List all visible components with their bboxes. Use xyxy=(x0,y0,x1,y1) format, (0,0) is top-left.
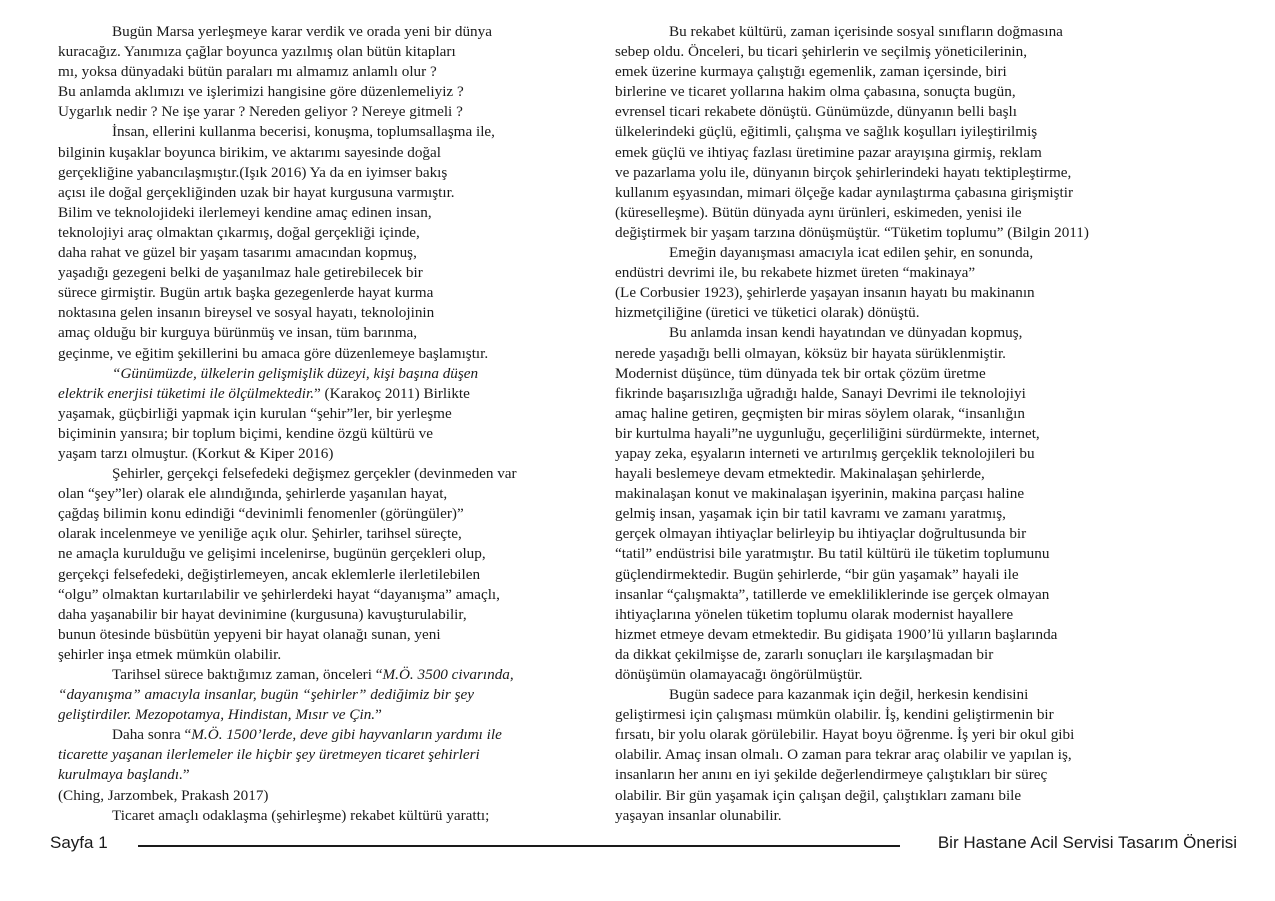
text-line xyxy=(615,806,1155,826)
text-line xyxy=(58,303,568,323)
text-line xyxy=(615,786,1155,806)
page-number: Sayfa 1 xyxy=(50,833,108,852)
line-text: endüstri devrimi ile, bu rekabete hizmet üreten “makinaya” xyxy=(615,264,976,282)
line-text: şehirler inşa etmek mümkün olabilir. xyxy=(58,645,282,663)
text-line xyxy=(58,705,568,725)
text-line xyxy=(58,524,568,544)
text-line xyxy=(58,183,568,203)
line-text: ülkelerindeki güçlü, eğitimli, çalışma ve sağlık koşulları iyileştirilmiş xyxy=(615,123,1038,141)
line-text: emek güçlü ve ihtiyaç fazlası üretimine pazar arayışına girmiş, reklam xyxy=(615,143,1042,161)
document-title: Bir Hastane Acil Servisi Tasarım Önerisi xyxy=(937,833,1237,852)
line-text: ” xyxy=(182,766,190,784)
text-line xyxy=(615,223,1155,243)
text-line xyxy=(615,625,1155,645)
text-line xyxy=(615,364,1155,384)
line-text: sebep oldu. Önceleri, bu ticari şehirlerin ve seçilmiş yöneticilerinin, xyxy=(615,43,1028,61)
text-line xyxy=(58,786,568,806)
line-text: amaç olduğu bir kurguya bürünmüş ve insan, tüm barınma, xyxy=(58,324,418,342)
line-text: Bu rekabet kültürü, zaman içerisinde sosyal sınıfların doğmasına xyxy=(669,23,1063,40)
text-line xyxy=(58,424,568,444)
text-line xyxy=(58,22,568,42)
text-line xyxy=(58,263,568,283)
text-line xyxy=(615,665,1155,685)
line-text: ticarette yaşanan ilerlemeler ile hiçbir şey üretmeyen ticaret şehirleri xyxy=(58,746,480,764)
text-line xyxy=(58,364,568,384)
text-line xyxy=(58,243,568,263)
text-line xyxy=(615,565,1155,585)
text-line xyxy=(58,504,568,524)
text-line xyxy=(615,283,1155,303)
line-text: olabilir. Bir gün yaşamak için çalışan değil, çalıştıkları zamanı bile xyxy=(615,786,1022,804)
text-line xyxy=(58,384,568,404)
left-text-column xyxy=(58,22,568,826)
line-text: nerede yaşadığı belli olmayan, köksüz bir hayata sürüklenmiştir. xyxy=(615,344,1006,362)
line-text: gerçek olmayan ihtiyaçlar belirleyip bu ihtiyaçlar doğrultusunda bir xyxy=(615,525,1027,543)
text-line xyxy=(58,203,568,223)
text-line xyxy=(58,82,568,102)
text-line xyxy=(58,484,568,504)
line-text: geliştirmesi için çalışması mümkün olabilir. İş, kendini geliştirmenin bir xyxy=(615,706,1054,724)
text-line xyxy=(615,344,1155,364)
text-line xyxy=(615,645,1155,665)
line-text: kuracağız. Yanımıza çağlar boyunca yazılmış olan bütün kitapları xyxy=(58,43,456,61)
text-line xyxy=(615,444,1155,464)
line-text: ” xyxy=(375,706,382,724)
quote-text: elektrik enerjisi tüketimi ile ölçülmektedir. xyxy=(58,384,314,402)
right-text-column xyxy=(615,22,1155,826)
line-text: Uygarlık nedir ? Ne işe yarar ? Nereden geliyor ? Nereye gitmeli ? xyxy=(58,103,463,121)
line-text: mı, yoksa dünyadaki bütün paraları mı almamız anlamlı olur ? xyxy=(58,63,437,81)
line-text: yaşayan insanlar olunabilir. xyxy=(615,806,782,824)
line-text: “dayanışma” amacıyla insanlar, bugün “şehirler” dediğimiz bir şey xyxy=(58,686,474,704)
line-text: daha yaşanabilir bir hayat devinimine (kurgusuna) kavuşturulabilir, xyxy=(58,605,467,623)
line-text: Bilim ve teknolojideki ilerlemeyi kendine amaç edinen insan, xyxy=(58,203,432,221)
text-line xyxy=(615,404,1155,424)
text-line xyxy=(615,424,1155,444)
line-text: hizmetçiliğine (üretici ve tüketici olarak) dönüştü. xyxy=(615,304,920,322)
line-text: Bu anlamda insan kendi hayatından ve dünyadan kopmuş, xyxy=(669,324,1023,342)
quote-text: kurulmaya başlandı. xyxy=(58,766,183,784)
line-text: Bugün sadece para kazanmak için değil, herkesin kendisini xyxy=(669,686,1029,704)
text-line xyxy=(58,565,568,585)
line-text: bunun ötesinde büsbütün yepyeni bir hayat olanağı sunan, yeni xyxy=(58,625,441,643)
text-line xyxy=(615,303,1155,323)
line-text: gerçekçi felsefedeki, değiştirlemeyen, ancak eklemlerle ilerletilebilen xyxy=(58,565,481,583)
text-line xyxy=(615,203,1155,223)
text-line xyxy=(615,62,1155,82)
text-line xyxy=(58,122,568,142)
line-text: emek üzerine kurmaya çalıştığı egemenlik, zaman içersinde, biri xyxy=(615,63,1007,81)
line-text: olabilir. Amaç insan olmalı. O zaman para tekrar araç olabilir ve yapılan iş, xyxy=(615,746,1072,764)
line-text: çağdaş bilimin konu edindiği “devinimli fenomenler (görüngüler)” xyxy=(58,505,464,523)
line-text: yaşamak, güçbirliği yapmak için kurulan “şehir”ler, bir yerleşme xyxy=(58,404,452,422)
text-line xyxy=(615,263,1155,283)
text-line xyxy=(58,665,568,685)
text-line xyxy=(615,464,1155,484)
text-line xyxy=(615,745,1155,765)
line-text: “olgu” olmaktan kurtarılabilir ve şehirlerdeki hayat “dayanışma” amaçlı, xyxy=(58,585,500,603)
text-line xyxy=(615,163,1155,183)
text-line xyxy=(58,685,568,705)
text-line xyxy=(58,585,568,605)
text-line xyxy=(58,625,568,645)
text-line xyxy=(58,464,568,484)
line-text: hayali beslemeye devam etmektedir. Makinalaşan şehirlerde, xyxy=(615,465,985,483)
line-text: olarak incelenmeye ve yeniliğe açık olur. Şehirler, tarihsel süreçte, xyxy=(58,525,462,543)
line-text: geçinme, ve eğitim şekillerini bu amaca göre düzenlemeye başlamıştır. xyxy=(58,344,489,362)
line-text: (küreselleşme). Bütün dünyada aynı ürünleri, eskimeden, yenisi ile xyxy=(615,203,1022,221)
text-line xyxy=(58,163,568,183)
text-line xyxy=(615,323,1155,343)
line-text: olan “şey”ler) olarak ele alındığında, şehirlerde yaşanılan hayat, xyxy=(58,485,448,503)
quote-text: geliştirdiler. Mezopotamya, Hindistan, Mısır ve Çin. xyxy=(58,706,376,724)
line-text: dönüşümün olamayacağı öngörülmüştür. xyxy=(615,666,863,683)
text-line xyxy=(615,102,1155,122)
text-line xyxy=(615,544,1155,564)
line-text: “tatil” endüstrisi bile yaratmıştır. Bu tatil kültürü ile tüketim toplumunu xyxy=(615,545,1050,563)
text-line xyxy=(58,725,568,745)
text-line xyxy=(58,605,568,625)
line-text: “Günümüzde, ülkelerin gelişmişlik düzeyi, kişi başına düşen xyxy=(112,364,479,382)
text-line xyxy=(615,685,1155,705)
text-line xyxy=(615,122,1155,142)
quote-text: M.Ö. 1500’lerde, deve gibi hayvanların yardımı ile xyxy=(191,726,502,744)
line-text: ihtiyaçlarına yönelen tüketim toplumu olarak modernist hayallere xyxy=(615,605,1014,623)
line-text: gelmiş insan, yaşamak için bir tatil kavramı ve zamanı yaratmış, xyxy=(615,505,1006,523)
line-text: sürece girmiştir. Bugün artık başka gezegenlerde hayat kurma xyxy=(58,284,434,302)
line-text: evrensel ticari rekabete dönüştü. Günümüzde, dünyanın belli başlı xyxy=(615,103,1017,121)
line-text: Ticaret amaçlı odaklaşma (şehirleşme) rekabet kültürü yarattı; xyxy=(112,806,490,824)
line-text: ” (Karakoç 2011) Birlikte xyxy=(314,384,470,402)
line-text: Tarihsel sürece baktığımız zaman, önceleri “ xyxy=(112,666,383,683)
text-line xyxy=(58,765,568,785)
line-text: insanlar “çalışmakta”, tatillerde ve emekliliklerinde ise gerçek olmayan xyxy=(615,585,1050,603)
line-text: ne amaçla kurulduğu ve gelişimi incelenirse, bugünün gerçekleri olup, xyxy=(58,545,486,563)
quote-text: M.Ö. 3500 civarında, xyxy=(382,666,514,683)
footer-divider xyxy=(138,845,900,847)
line-text: daha rahat ve güzel bir yaşam tasarımı amacından kopmuş, xyxy=(58,244,417,262)
line-text: İnsan, ellerini kullanma becerisi, konuşma, toplumsallaşma ile, xyxy=(112,123,495,141)
text-line xyxy=(58,745,568,765)
text-line xyxy=(615,42,1155,62)
text-line xyxy=(615,705,1155,725)
line-text: insanların her anını en iyi şekilde değerlendirmeye çalıştıkları bir süreç xyxy=(615,766,1048,784)
text-line xyxy=(58,62,568,82)
text-line xyxy=(615,725,1155,745)
text-line xyxy=(58,444,568,464)
text-line xyxy=(58,323,568,343)
line-text: hizmet etmeye devam etmektedir. Bu gidişata 1900’lü yılların başlarında xyxy=(615,625,1058,643)
text-line xyxy=(615,484,1155,504)
line-text: kullanım eşyasından, mimari ölçeğe kadar aynılaştırma çabasına girişmiştir xyxy=(615,183,1074,201)
line-text: Modernist düşünce, tüm dünyada tek bir ortak çözüm üretme xyxy=(615,364,986,382)
text-line xyxy=(58,102,568,122)
line-text: Daha sonra “ xyxy=(112,726,192,744)
text-line xyxy=(615,504,1155,524)
line-text: bir kurtulma hayali”ne uygunluğu, geçerliliğini sürdürmekte, internet, xyxy=(615,424,1040,442)
text-line xyxy=(615,384,1155,404)
line-text: da dikkat çekilmişse de, zararlı sonuçları ile karşılaşmadan bir xyxy=(615,645,994,663)
line-text: fikrinde başarısızlığa uğradığı halde, Sanayi Devrimi ile teknolojiyi xyxy=(615,384,1026,402)
text-line xyxy=(58,544,568,564)
text-line xyxy=(615,605,1155,625)
text-line xyxy=(615,22,1155,42)
line-text: gerçekliğine yabancılaşmıştır.(Işık 2016) Ya da en iyimser bakış xyxy=(58,163,448,181)
text-line xyxy=(58,344,568,364)
line-text: birlerine ve ticaret yollarına hakim olma çabasına, sonuçta bugün, xyxy=(615,83,1016,101)
text-line xyxy=(615,585,1155,605)
line-text: makinalaşan konut ve makinalaşan işyerinin, makina parçası haline xyxy=(615,485,1025,503)
text-line xyxy=(58,42,568,62)
line-text: Emeğin dayanışması amacıyla icat edilen şehir, en sonunda, xyxy=(669,244,1034,262)
line-text: yapay zeka, eşyaların interneti ve artırılmış gerçeklik teknolojileri bu xyxy=(615,444,1035,462)
line-text: (Le Corbusier 1923), şehirlerde yaşayan insanın hayatı bu makinanın xyxy=(615,284,1035,302)
line-text: bilginin kuşaklar boyunca birikim, ve aktarımı sayesinde doğal xyxy=(58,143,441,161)
text-line xyxy=(615,765,1155,785)
line-text: biçiminin yansıra; bir toplum biçimi, kendine özgü kültürü ve xyxy=(58,424,433,442)
line-text: yaşam tarzı olmuştur. (Korkut & Kiper 2016) xyxy=(58,444,334,462)
line-text: Şehirler, gerçekçi felsefedeki değişmez gerçekler (devinmeden var xyxy=(112,465,517,483)
text-line xyxy=(615,243,1155,263)
text-line xyxy=(615,82,1155,102)
line-text: güçlendirmektedir. Bugün şehirlerde, “bir gün yaşamak” hayali ile xyxy=(615,565,1019,583)
text-line xyxy=(615,143,1155,163)
line-text: noktasına gelen insanın bireysel ve sosyal hayatı, teknolojinin xyxy=(58,304,435,322)
line-text: açısı ile doğal gerçekliğinden uzak bir hayat kurgusuna varmıştır. xyxy=(58,183,455,201)
line-text: amaç haline getiren, geçmişten bir miras söylem olarak, “insanlığın xyxy=(615,404,1025,422)
text-line xyxy=(58,645,568,665)
text-line xyxy=(58,404,568,424)
text-line xyxy=(58,223,568,243)
text-line xyxy=(615,524,1155,544)
line-text: ve pazarlama yolu ile, dünyanın birçok şehirlerindeki hayatı tektipleştirme, xyxy=(615,163,1072,181)
text-line xyxy=(58,806,568,826)
line-text: (Ching, Jarzombek, Prakash 2017) xyxy=(58,786,269,804)
text-line xyxy=(58,283,568,303)
line-text: yaşadığı gezegeni belki de yaşanılmaz hale getirebilecek bir xyxy=(58,264,423,282)
text-line xyxy=(615,183,1155,203)
line-text: fırsatı, bir yolu olarak görülebilir. Hayat boyu öğrenme. İş yeri bir okul gibi xyxy=(615,726,1075,744)
line-text: değiştirmek bir yaşam tarzına dönüşmüştür. “Tüketim toplumu” (Bilgin 2011) xyxy=(615,223,1089,241)
text-line xyxy=(58,143,568,163)
line-text: teknolojiyi araç olmaktan çıkarmış, doğal gerçekliği içinde, xyxy=(58,223,420,241)
line-text: Bu anlamda aklımızı ve işlerimizi hangisine göre düzenlemeliyiz ? xyxy=(58,83,464,101)
line-text: Bugün Marsa yerleşmeye karar verdik ve orada yeni bir dünya xyxy=(112,23,492,40)
